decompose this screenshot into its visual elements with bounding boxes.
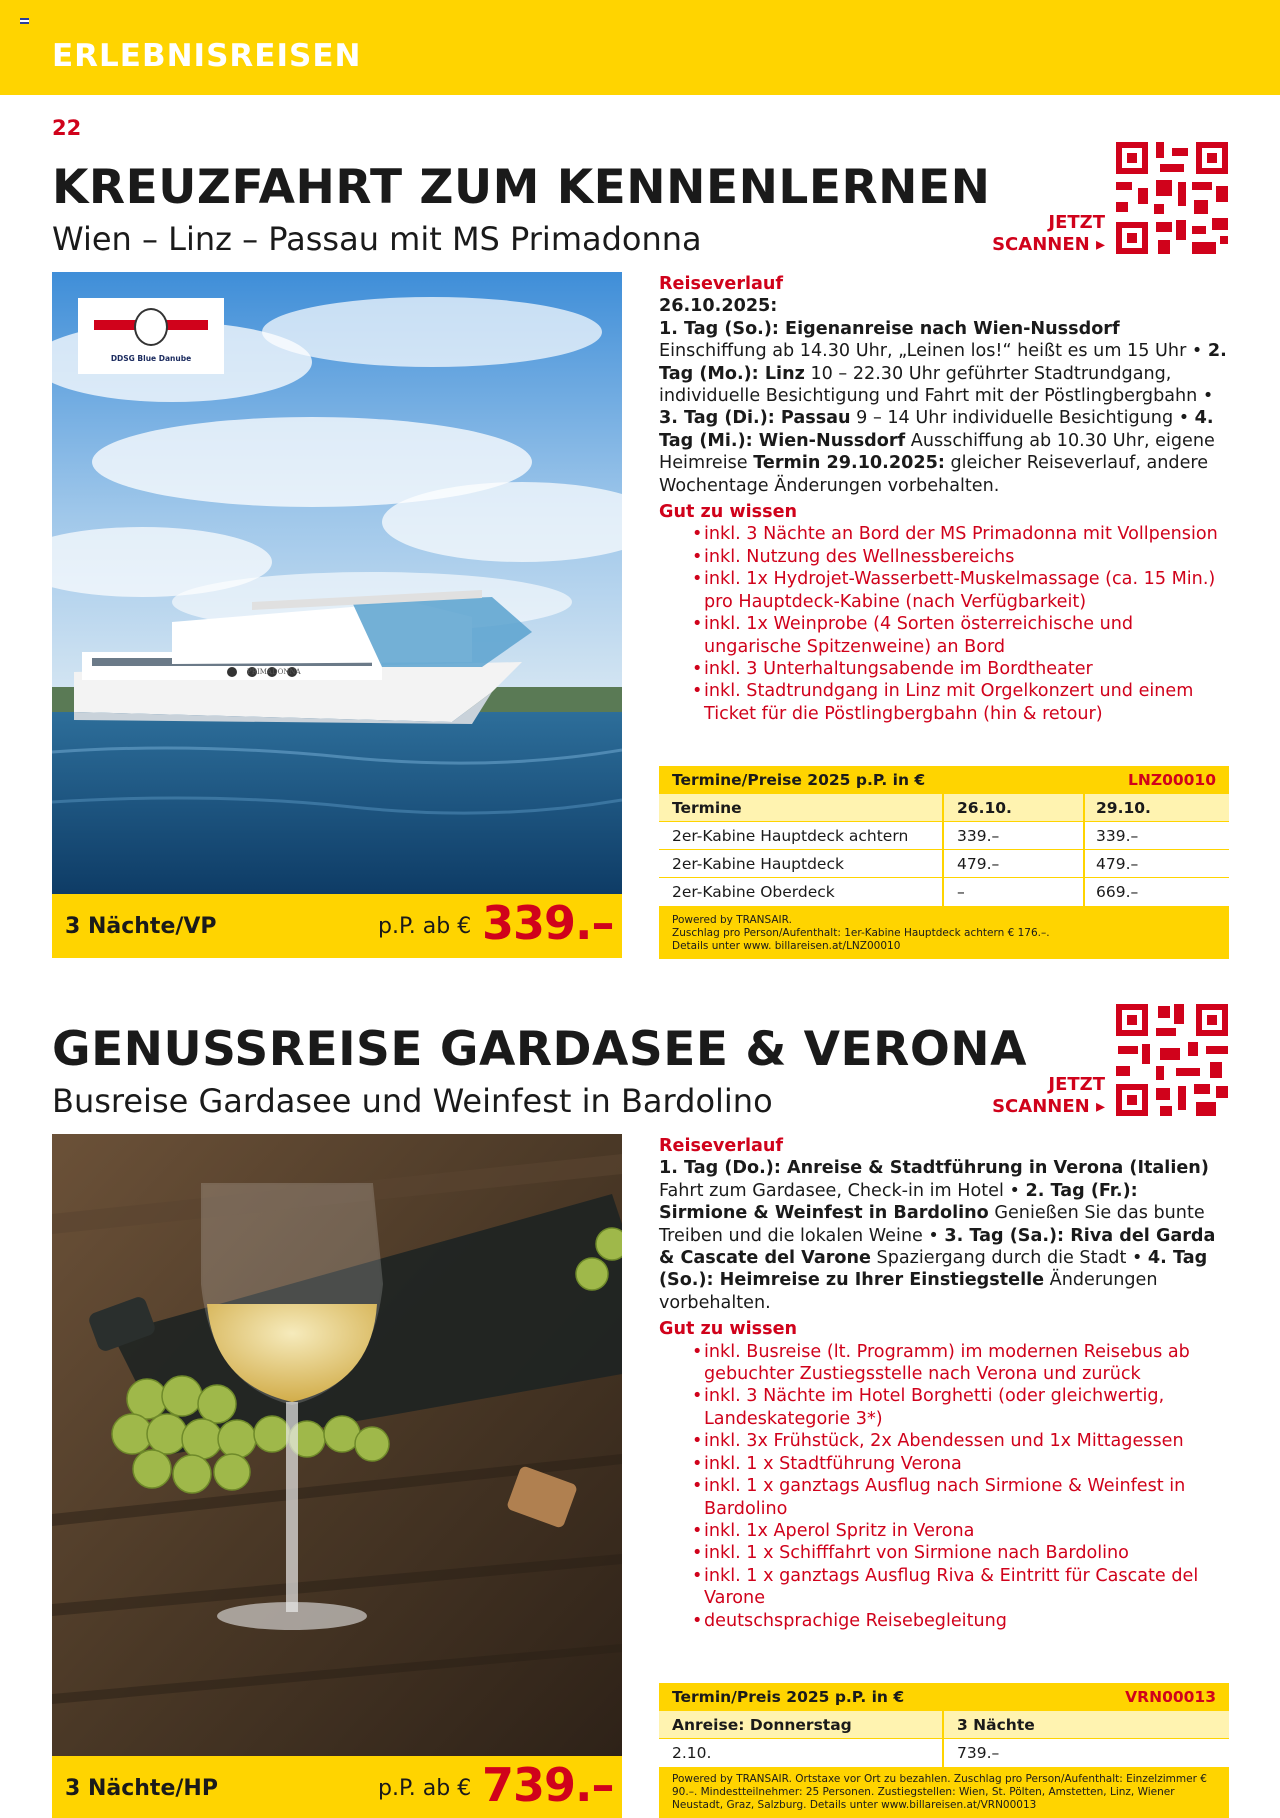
list-item: • inkl. Stadtrundgang in Linz mit Orgelkonzert und einem Ticket für die Pöstlingbergbahn (hin & retour) (659, 680, 1229, 725)
table-header-row: Anreise: Donnerstag 3 Nächte (659, 1711, 1229, 1739)
offer-subtitle: Wien – Linz – Passau mit MS Primadonna (52, 220, 702, 258)
scan-label-line-2: SCANNEN ▸ (992, 1096, 1105, 1117)
table-row: 2er-Kabine Hauptdeck 479.– 479.– (659, 850, 1229, 878)
good-to-know-list (659, 1341, 1229, 1632)
table-code: VRN00013 (1125, 1688, 1216, 1706)
flag-icon (20, 18, 29, 25)
scan-label-line-1: JETZT (1048, 1074, 1105, 1095)
price-amount: 739.– (482, 1758, 614, 1812)
table-title-row (659, 1683, 1229, 1711)
itinerary-block (659, 273, 1229, 725)
table-row: 2er-Kabine Hauptdeck achtern 339.– 339.– (659, 822, 1229, 850)
list-item: • inkl. 1x Hydrojet-Wasserbett-Muskelmassage (ca. 15 Min.) pro Hauptdeck-Kabine (nach Verfügbarkeit) (659, 568, 1229, 613)
page-number: 22 (52, 116, 82, 140)
good-to-know-heading: Gut zu wissen (659, 1319, 798, 1340)
ddsg-logo (78, 298, 224, 374)
table-header-row: Termine 26.10. 29.10. (659, 794, 1229, 822)
price-table (659, 766, 1229, 959)
duration-label: 3 Nächte/VP (65, 914, 217, 939)
list-item: • inkl. 1 x Schifffahrt von Sirmione nach Bardolino (659, 1542, 1229, 1564)
itinerary-date: 26.10.2025: (659, 296, 778, 317)
good-to-know-list (659, 523, 1229, 725)
itinerary-heading: Reiseverlauf (659, 1136, 784, 1156)
list-item: • inkl. 3 Unterhaltungsabende im Bordtheater (659, 658, 1229, 680)
scan-label-line-1: JETZT (1048, 212, 1105, 233)
scan-label-line-2: SCANNEN ▸ (992, 234, 1105, 255)
scan-label[interactable] (992, 1074, 1105, 1118)
wine-photo (52, 1134, 622, 1756)
list-item: • inkl. 1x Aperol Spritz in Verona (659, 1520, 1229, 1542)
ship-photo (52, 272, 622, 894)
price-prefix: p.P. ab € (378, 1776, 472, 1801)
table-row: 2.10. 739.– (659, 1739, 1229, 1767)
table-footnote: Powered by TRANSAIR. Ortstaxe vor Ort zu bezahlen. Zuschlag pro Person/Aufenthalt: Einzelzimmer € 90.–. Mindestteilnehmer: 25 Personen. Zustiegstellen: Wien, St. Pölten, Amstetten, Linz, Wiener Neustadt, Graz, Salzburg. Details unter www.billareisen.at/VRN00013 (659, 1767, 1229, 1818)
ship-name-label: PRIMADONNA (247, 668, 301, 676)
header-bar (0, 0, 1280, 95)
list-item: • inkl. 1x Weinprobe (4 Sorten österreichische und ungarische Spitzenweine) an Bord (659, 613, 1229, 658)
duration-label: 3 Nächte/HP (65, 1776, 218, 1801)
list-item: • inkl. 1 x ganztags Ausflug nach Sirmione & Weinfest in Bardolino (659, 1475, 1229, 1520)
table-title: Termin/Preis 2025 p.P. in € (672, 1688, 905, 1706)
list-item: • inkl. 1 x ganztags Ausflug Riva & Eintritt für Cascate del Varone (659, 1565, 1229, 1610)
table-title-row (659, 766, 1229, 794)
list-item: • inkl. 1 x Stadtführung Verona (659, 1453, 1229, 1475)
table-footnote: Powered by TRANSAIR. Zuschlag pro Person/Aufenthalt: 1er-Kabine Hauptdeck achtern € 176.–. Details unter www. billareisen.at/LNZ00010 (659, 906, 1229, 959)
list-item: • inkl. 3x Frühstück, 2x Abendessen und 1x Mittagessen (659, 1430, 1229, 1452)
list-item: • deutschsprachige Reisebegleitung (659, 1610, 1229, 1632)
itinerary-block (659, 1135, 1229, 1632)
list-item: • inkl. 3 Nächte im Hotel Borghetti (oder gleichwertig, Landeskategorie 3*) (659, 1385, 1229, 1430)
price-prefix: p.P. ab € (378, 914, 472, 939)
offer-subtitle: Busreise Gardasee und Weinfest in Bardolino (52, 1082, 773, 1120)
scan-label[interactable] (992, 212, 1105, 256)
list-item: • inkl. Nutzung des Wellnessbereichs (659, 546, 1229, 568)
itinerary-heading: Reiseverlauf (659, 274, 784, 294)
table-code: LNZ00010 (1127, 771, 1216, 789)
table-row: 2er-Kabine Oberdeck – 669.– (659, 878, 1229, 906)
price-amount: 339.– (482, 896, 614, 950)
qr-code-icon[interactable] (1116, 1004, 1228, 1116)
table-title: Termine/Preise 2025 p.P. in € (672, 771, 926, 789)
offer-title: KREUZFAHRT ZUM KENNENLERNEN (52, 160, 991, 215)
itinerary-text: 1. Tag (So.): Eigenanreise nach Wien-Nussdorf Einschiffung ab 14.30 Uhr, „Leinen los!“ heißt es um 15 Uhr • 2. Tag (Mo.): Linz 10 – 22.30 Uhr geführter Stadtrundgang, individuelle Besichtigung und Fahrt mit der Pöstlingbergbahn • 3. Tag (Di.): Passau 9 – 14 Uhr individuelle Besichtigung • 4. Tag (Mi.): Wien-Nussdorf Ausschiffung ab 10.30 Uhr, eigene Heimreise Termin 29.10.2025: gleicher Reiseverlauf, andere Wochentage Änderungen vorbehalten. (659, 318, 1227, 496)
list-item: • inkl. 3 Nächte an Bord der MS Primadonna mit Vollpension (659, 523, 1229, 545)
offer-title: GENUSSREISE GARDASEE & VERONA (52, 1022, 1028, 1077)
list-item: • inkl. Busreise (lt. Programm) im modernen Reisebus ab gebuchter Zustiegsstelle nach Verona und zurück (659, 1341, 1229, 1386)
good-to-know-heading: Gut zu wissen (659, 502, 798, 523)
section-title: ERLEBNISREISEN (52, 38, 362, 74)
price-bar (52, 894, 622, 958)
itinerary-text: 1. Tag (Do.): Anreise & Stadtführung in Verona (Italien) Fahrt zum Gardasee, Check-in im Hotel • 2. Tag (Fr.): Sirmione & Weinfest in Bardolino Genießen Sie das bunte Treiben und die lokalen Weine • 3. Tag (Sa.): Riva del Garda & Cascate del Varone Spaziergang durch die Stadt • 4. Tag (So.): Heimreise zu Ihrer Einstiegstelle Änderungen vorbehalten. (659, 1158, 1216, 1313)
logo-text: DDSG Blue Danube (110, 354, 192, 363)
qr-code-icon[interactable] (1116, 142, 1228, 254)
price-bar (52, 1756, 622, 1818)
price-table (659, 1683, 1229, 1818)
